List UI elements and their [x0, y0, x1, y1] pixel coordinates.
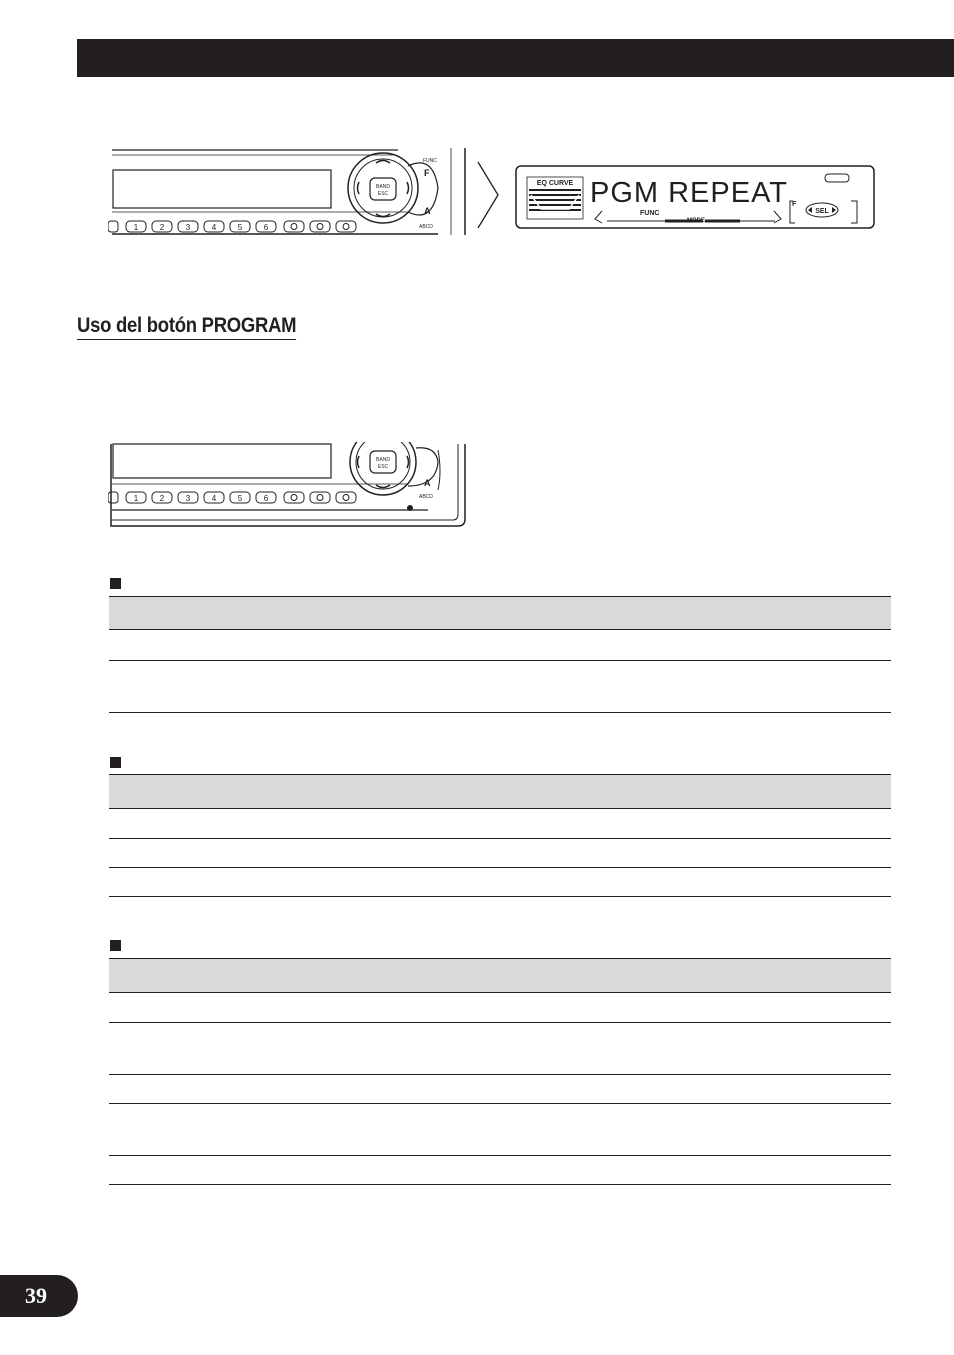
- abcd-side-label: ABCD: [419, 224, 433, 230]
- preset-1: 1: [133, 223, 139, 232]
- preset-2: 2: [159, 494, 165, 503]
- section-title: Uso del botón PROGRAM: [77, 314, 296, 340]
- preset-3: 3: [185, 494, 191, 503]
- preset-6: 6: [263, 223, 269, 232]
- table-header: [109, 958, 891, 993]
- band-label: BAND: [376, 457, 390, 463]
- table-row: [109, 838, 891, 839]
- esc-label: ESC: [377, 191, 389, 197]
- table-row: [109, 1074, 891, 1075]
- section-marker-square: [110, 940, 121, 951]
- preset-2: 2: [159, 223, 165, 232]
- abcd-side-label: ABCD: [419, 494, 433, 500]
- preset-1: 1: [133, 494, 139, 503]
- head-unit-illustration-2: [108, 442, 470, 532]
- table-row: [109, 1022, 891, 1023]
- preset-3: 3: [185, 223, 191, 232]
- a-side-label: A: [424, 206, 431, 216]
- table-row: [109, 867, 891, 868]
- func-side-label: FUNC: [423, 158, 437, 164]
- esc-label: ESC: [377, 464, 389, 470]
- eq-curve-label: EQ CURVE: [536, 180, 574, 187]
- section-marker-square: [110, 757, 121, 768]
- mode-label: MODE: [687, 218, 705, 224]
- preset-5: 5: [237, 494, 243, 503]
- table-row: [109, 896, 891, 897]
- table-row: [109, 1155, 891, 1156]
- table-header: [109, 596, 891, 630]
- section-marker-square: [110, 578, 121, 589]
- f-side-label: F: [424, 168, 430, 178]
- band-label: BAND: [376, 184, 390, 190]
- header-bar: [77, 39, 954, 77]
- table-header: [109, 774, 891, 809]
- preset-4: 4: [211, 494, 217, 503]
- func-label: FUNC: [640, 210, 660, 217]
- table-row: [109, 1184, 891, 1185]
- page-number: 39: [25, 1283, 47, 1308]
- table-row: [109, 660, 891, 661]
- f-label: F: [792, 201, 797, 208]
- chevron-right-icon: [476, 160, 502, 230]
- table-row: [109, 712, 891, 713]
- lcd-display-illustration: [515, 165, 877, 231]
- a-side-label: A: [424, 478, 431, 488]
- preset-6: 6: [263, 494, 269, 503]
- lcd-main-text: PGM REPEAT: [590, 177, 788, 209]
- head-unit-illustration-1: [108, 146, 470, 236]
- table-row: [109, 1103, 891, 1104]
- sel-label: SEL: [815, 208, 829, 215]
- preset-5: 5: [237, 223, 243, 232]
- preset-4: 4: [211, 223, 217, 232]
